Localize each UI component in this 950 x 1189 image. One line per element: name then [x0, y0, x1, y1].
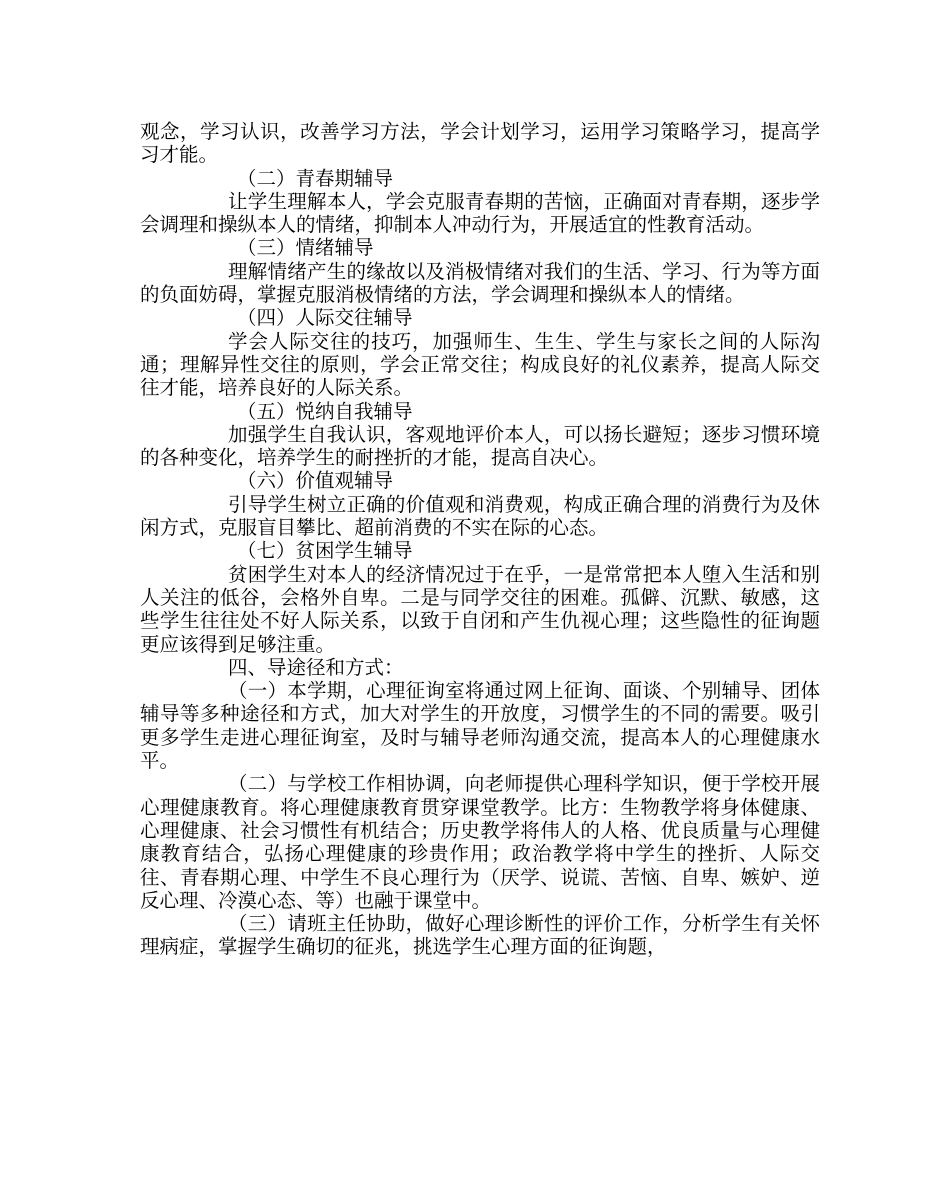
- paragraph-study-methods: 观念，学习认识，改善学习方法，学会计划学习，运用学习策略学习，提高学习才能。: [140, 120, 820, 167]
- heading-adolescence: （二）青春期辅导: [237, 166, 394, 190]
- paragraph-interpersonal: 学会人际交往的技巧，加强师生、生生、学生与家长之间的人际沟通；理解异性交往的原则，学会正常交往；构成良好的礼仪素养，提高人际交往才能，培养良好的人际关系。: [140, 329, 820, 400]
- section-heading-approaches: 四、导途径和方式：: [228, 655, 404, 679]
- heading-emotion: （三）情绪辅导: [237, 236, 374, 260]
- heading-poor-students: （七）贫困学生辅导: [237, 539, 413, 563]
- paragraph-values: 引导学生树立正确的价值观和消费观，构成正确合理的消费行为及休闲方式，克服盲目攀比、超前消费的不实在际的心态。: [140, 492, 820, 540]
- paragraph-adolescence: 让学生理解本人，学会克服青春期的苦恼，正确面对青春期，逐步学会调理和操纵本人的情绪，抑制本人冲动行为，开展适宜的性教育活动。: [140, 189, 820, 237]
- heading-interpersonal: （四）人际交往辅导: [237, 306, 413, 330]
- paragraph-emotion: 理解情绪产生的缘故以及消极情绪对我们的生活、学习、行为等方面的负面妨碍，掌握克服消极情绪的方法，学会调理和操纵本人的情绪。: [140, 259, 820, 307]
- paragraph-approach-3: （三）请班主任协助，做好心理诊断性的评价工作，分析学生有关怀理病症，掌握学生确切的征兆，挑选学生心理方面的征询题，: [140, 912, 820, 959]
- document-body: [140, 120, 820, 959]
- paragraph-self-acceptance: 加强学生自我认识，客观地评价本人，可以扬长避短；逐步习惯环境的各种变化，培养学生的耐挫折的才能，提高自决心。: [140, 422, 820, 470]
- heading-self-acceptance: （五）悦纳自我辅导: [237, 399, 413, 423]
- paragraph-approach-1: （一）本学期，心理征询室将通过网上征询、面谈、个别辅导、团体辅导等多种途径和方式，加大对学生的开放度，习惯学生的不同的需要。吸引更多学生走进心理征询室，及时与辅导老师沟通交流，提高本人的心理健康水平。: [140, 679, 820, 773]
- paragraph-approach-2: （二）与学校工作相协调，向老师提供心理科学知识，便于学校开展心理健康教育。将心理健康教育贯穿课堂教学。比方：生物教学将身体健康、心理健康、社会习惯性有机结合；历史教学将伟人的人格、优良质量与心理健康教育结合，弘扬心理健康的珍贵作用；政治教学将中学生的挫折、人际交往、青春期心理、中学生不良心理行为（厌学、说谎、苦恼、自卑、嫉妒、逆反心理、冷漠心态、等）也融于课堂中。: [140, 772, 820, 912]
- paragraph-poor-students: 贫困学生对本人的经济情况过于在乎，一是常常把本人堕入生活和别人关注的低谷，会格外自卑。二是与同学交往的困难。孤僻、沉默、敏感，这些学生往往处不好人际关系，以致于自闭和产生仇视心理；这些隐性的征询题更应该得到足够注重。: [140, 562, 820, 656]
- heading-values: （六）价值观辅导: [237, 469, 394, 493]
